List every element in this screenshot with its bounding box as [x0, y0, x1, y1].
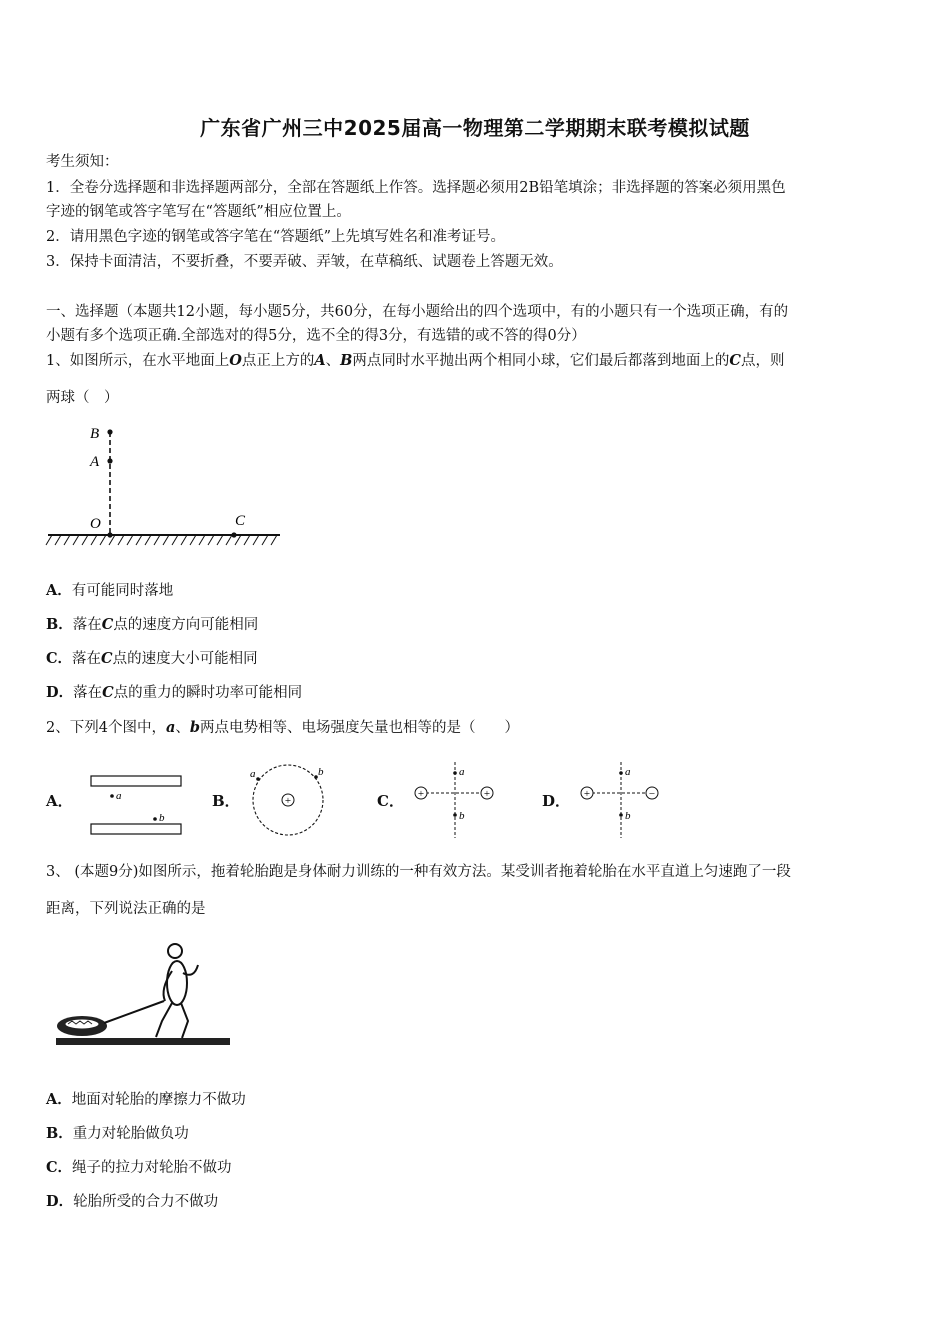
point-b [153, 817, 157, 821]
page-title: 广东省广州三中2025届高一物理第二学期期末联考模拟试题 [200, 116, 750, 140]
label-b: b [159, 812, 165, 824]
point-a [110, 794, 114, 798]
q1-option-b: B．落在C点的速度方向可能相同 [46, 616, 259, 633]
notice-item: 3．保持卡面清洁，不要折叠，不要弄破、弄皱，在草稿纸、试题卷上答题无效。 [46, 254, 563, 270]
notice-item: 字迹的钢笔或答字笔写在“答题纸”相应位置上。 [46, 204, 351, 220]
runner-leg-front [181, 1003, 188, 1038]
label-O: O [90, 516, 101, 532]
question-3-figure [52, 935, 234, 1053]
point-b [453, 813, 457, 817]
question-3-stem: 3、 (本题9分)如图所示，拖着轮胎跑是身体耐力训练的一种有效方法。某受训者拖着轮胎在水平直道上匀速跑了一段 [46, 864, 791, 880]
plus-sign: + [284, 795, 292, 807]
notice-heading: 考生须知： [46, 154, 119, 170]
label-b: b [625, 810, 631, 822]
q3-option-a: A．地面对轮胎的摩擦力不做功 [46, 1091, 246, 1108]
point-B [107, 429, 112, 434]
plus-sign: + [417, 788, 425, 800]
q3-option-d: D．轮胎所受的合力不做功 [46, 1193, 219, 1210]
plus-sign: + [483, 788, 491, 800]
question-1-figure [44, 420, 284, 550]
plus-sign: + [583, 788, 591, 800]
point-a [619, 771, 623, 775]
q2-figure-b [246, 762, 332, 838]
point-a [453, 771, 457, 775]
label-a: a [116, 790, 122, 802]
q2-option-b-label: B． [212, 792, 240, 810]
q2-figure-d [576, 760, 666, 840]
q2-figure-a [86, 768, 186, 840]
point-A [107, 458, 112, 463]
point-O [107, 532, 112, 537]
ground-strip [56, 1038, 230, 1045]
label-a: a [459, 766, 465, 778]
notice-item: 2．请用黑色字迹的钢笔或答字笔在“答题纸”上先填写姓名和准考证号。 [46, 229, 506, 245]
question-2-stem: 2、下列4个图中，a、b两点电势相等、电场强度矢量也相等的是（ ） [46, 719, 519, 736]
runner-leg-back [156, 1003, 172, 1037]
ground-hatching [46, 535, 277, 545]
runner-torso [167, 961, 187, 1005]
label-A: A [90, 454, 100, 470]
q2-option-a-label: A． [46, 792, 73, 810]
label-b: b [318, 766, 324, 778]
q3-option-c: C．绳子的拉力对轮胎不做功 [46, 1159, 232, 1176]
tire-tread [65, 1019, 99, 1029]
point-C [231, 532, 236, 537]
label-B: B [90, 426, 100, 442]
section-heading: 一、选择题（本题共12小题，每小题5分，共60分，在每小题给出的四个选项中，有的小题只有一个选项正确，有的 [46, 304, 789, 320]
q1-option-a: A．有可能同时落地 [46, 582, 174, 599]
notice-item: 1．全卷分选择题和非选择题两部分，全部在答题纸上作答。选择题必须用2B铅笔填涂；非选择题的答案必须用黑色 [46, 180, 786, 196]
point-b [619, 813, 623, 817]
label-a: a [250, 768, 256, 780]
q1-option-d: D．落在C点的重力的瞬时功率可能相同 [46, 684, 303, 701]
label-C: C [235, 513, 246, 529]
label-b: b [459, 810, 465, 822]
question-3-stem-cont: 距离，下列说法正确的是 [46, 901, 206, 917]
capacitor-plate-bottom [91, 824, 181, 834]
question-1-stem: 1、如图所示，在水平地面上O点正上方的A、B两点同时水平抛出两个相同小球，它们最后都落到地面上的C点，则 [46, 352, 785, 369]
q2-option-d-label: D． [542, 792, 571, 810]
minus-sign: − [648, 788, 656, 800]
section-heading-cont: 小题有多个选项正确.全部选对的得5分，选不全的得3分，有选错的或不答的得0分） [46, 328, 586, 344]
q2-figure-c [410, 760, 500, 840]
question-1-stem-cont: 两球（ ） [46, 390, 119, 406]
point-a [256, 777, 260, 781]
q2-option-c-label: C． [377, 792, 404, 810]
rope [104, 1001, 164, 1023]
q1-option-c: C．落在C点的速度大小可能相同 [46, 650, 258, 667]
q3-option-b: B．重力对轮胎做负功 [46, 1125, 189, 1142]
label-a: a [625, 766, 631, 778]
runner-head [168, 944, 182, 958]
capacitor-plate-top [91, 776, 181, 786]
